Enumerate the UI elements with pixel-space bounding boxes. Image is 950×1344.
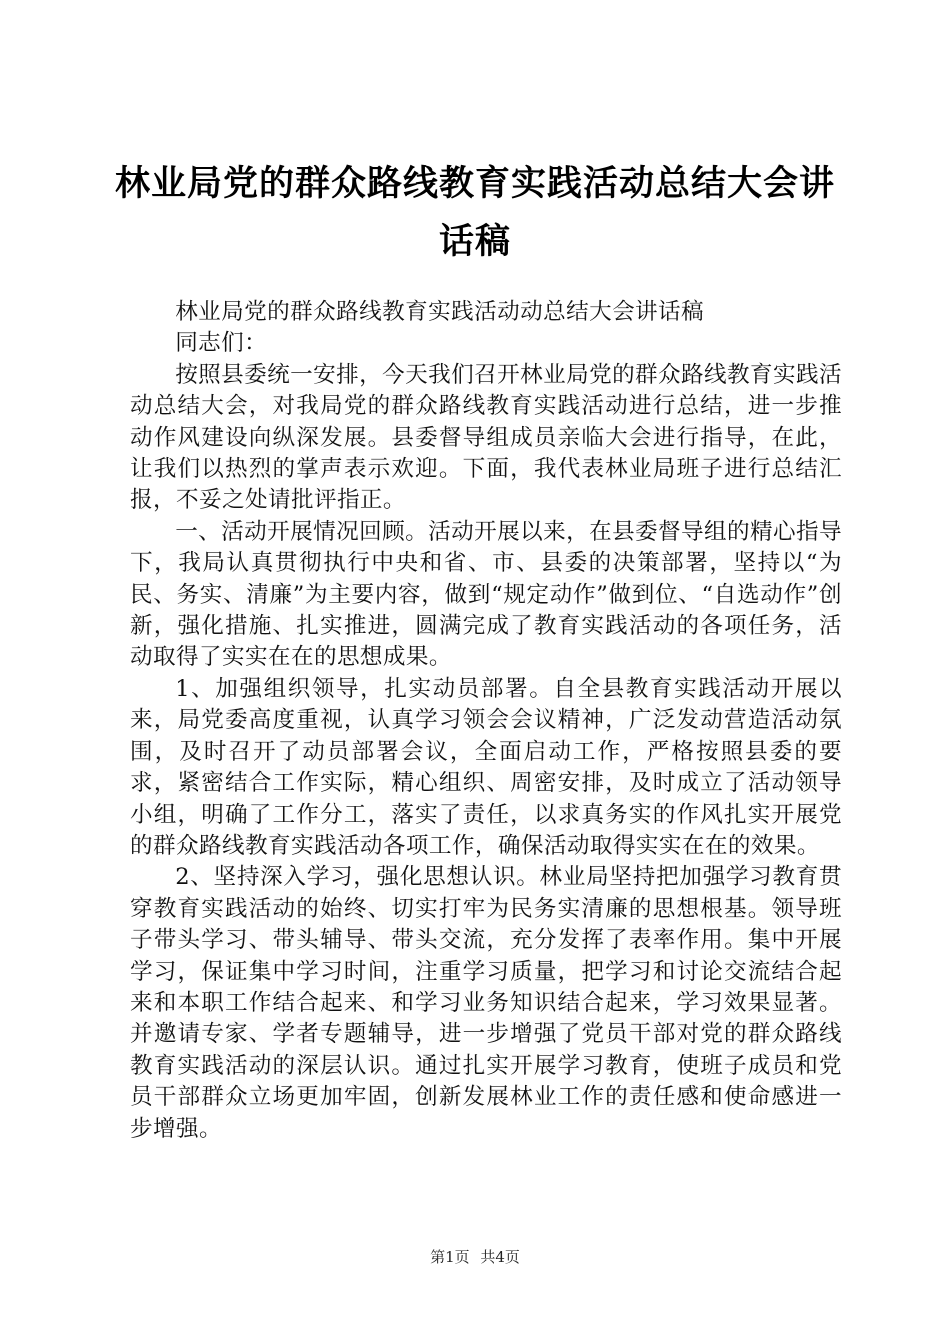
document-title: 林业局党的群众路线教育实践活动总结大会讲话稿 [114,164,835,262]
paragraph-item-two: 2、坚持深入学习，强化思想认识。林业局坚持把加强学习教育贯穿教育实践活动的始终、切实打牢为民务实清廉的思想根基。领导班子带头学习、带头辅导、带头交流，充分发挥了表率作用。集中开展学习，保证集中学习时间，注重学习质量，把学习和讨论交流结合起来和本职工作结合起来、和学习业务知识结合起来，学习效果显著。并邀请专家、学者专题辅导，进一步增强了党员干部对党的群众路线教育实践活动的深层认识。通过扎实开展学习教育，使班子成员和党员干部群众立场更加牢固，创新发展林业工作的责任感和使命感进一步增强。 [130,864,842,1142]
page-footer [0,1246,950,1267]
document-body [130,297,842,1145]
subtitle-line: 林业局党的群众路线教育实践活动动总结大会讲话稿 [175,299,705,325]
paragraph-intro: 按照县委统一安排，今天我们召开林业局党的群众路线教育实践活动总结大会，对我局党的群众路线教育实践活动进行总结，进一步推动作风建设向纵深发展。县委督导组成员亲临大会进行指导，在此，让我们以热烈的掌声表示欢迎。下面，我代表林业局班子进行总结汇报，不妥之处请批评指正。 [130,361,843,514]
salutation: 同志们： [175,330,268,357]
paragraph-section-one: 一、活动开展情况回顾。活动开展以来，在县委督导组的精心指导下，我局认真贯彻执行中央和省、市、县委的决策部署，坚持以“为民、务实、清廉”为主要内容，做到“规定动作”做到位、“自选动作”创新，强化措施、扎实推进，圆满完成了教育实践活动的各项任务，活动取得了实实在在的思想成果。 [130,518,843,671]
page-number: 第1页 [430,1248,470,1266]
total-pages: 共4页 [480,1248,520,1266]
paragraph-item-one: 1、加强组织领导，扎实动员部署。自全县教育实践活动开展以来，局党委高度重视，认真学习领会会议精神，广泛发动营造活动氛围，及时召开了动员部署会议，全面启动工作，严格按照县委的要求，紧密结合工作实际，精心组织、周密安排，及时成立了活动领导小组，明确了工作分工，落实了责任，以求真务实的作风扎实开展党的群众路线教育实践活动各项工作，确保活动取得实实在在的效果。 [130,675,842,859]
